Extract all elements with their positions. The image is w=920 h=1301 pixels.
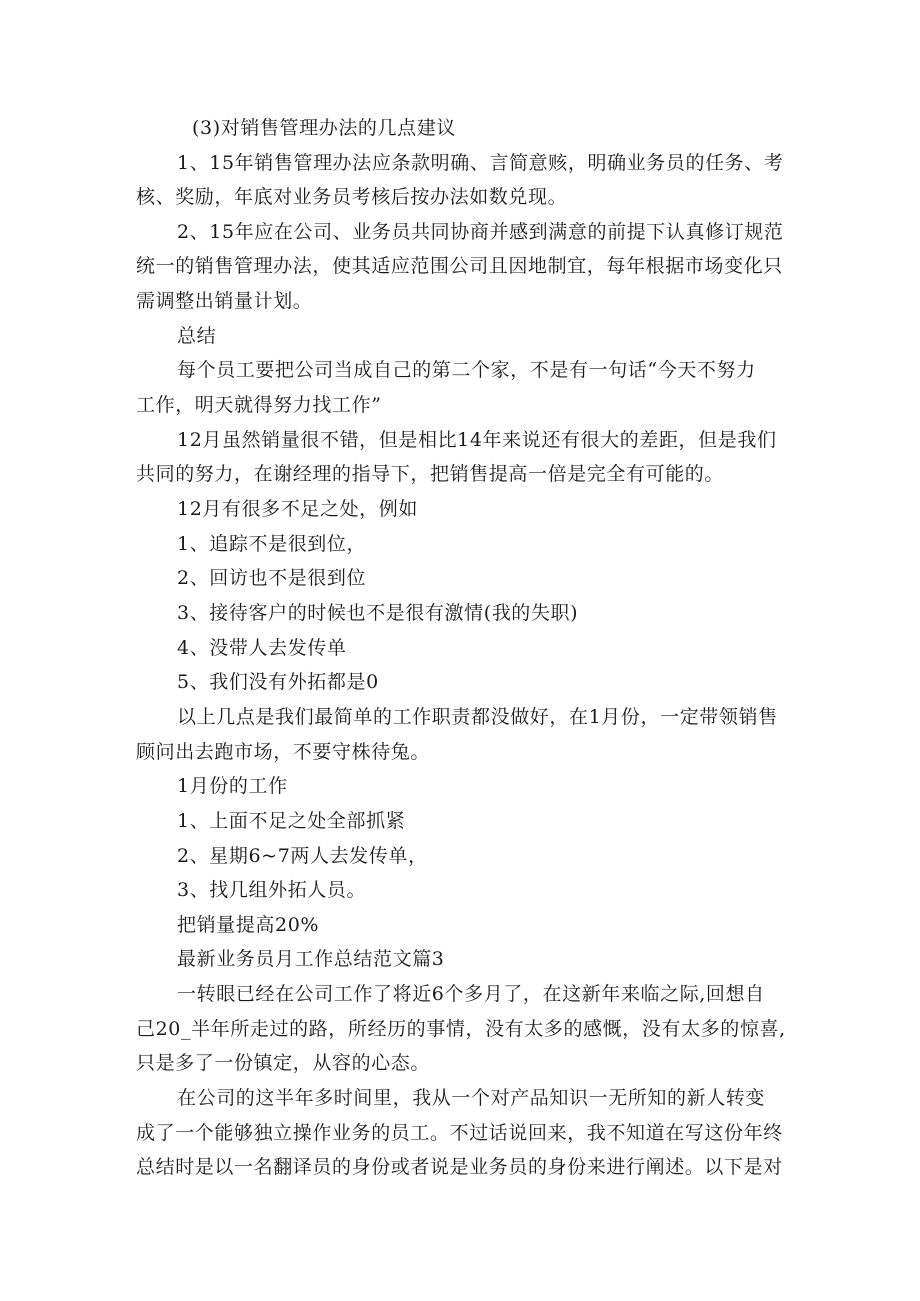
text-line: 只是多了一份镇定，从容的心态。: [136, 1052, 431, 1074]
text-line: 把销量提高20%: [177, 914, 320, 936]
list-item: 2、星期6~7两人去发传单，: [177, 845, 428, 867]
list-item: 5、我们没有外拓都是0: [177, 671, 379, 693]
text-line: 工作，明天就得努力找工作”: [136, 394, 382, 416]
list-item: 3、找几组外拓人员。: [177, 879, 367, 901]
text-line: 共同的努力，在谢经理的指导下，把销售提高一倍是完全有可能的。: [136, 463, 725, 485]
section-heading: 总结: [177, 325, 217, 347]
list-item: 1、上面不足之处全部抓紧: [177, 810, 406, 832]
list-item: 4、没带人去发传单: [177, 637, 347, 659]
text-line: 一转眼已经在公司工作了将近6个多月了，在这新年来临之际,回想自: [177, 983, 765, 1005]
text-line: 顾问出去跑市场，不要守株待兔。: [136, 741, 431, 763]
text-line: 12月有很多不足之处，例如: [177, 498, 418, 520]
text-line: 总结时是以一名翻译员的身份或者说是业务员的身份来进行阐述。以下是对: [136, 1156, 783, 1178]
list-item: 2、回访也不是很到位: [177, 567, 367, 589]
section-heading: 1月份的工作: [177, 775, 288, 797]
text-line: 以上几点是我们最简单的工作职责都没做好，在1月份，一定带领销售: [177, 706, 778, 728]
text-line: 成了一个能够独立操作业务的员工。不过话说回来，我不知道在写这份年终: [136, 1122, 783, 1144]
text-line: 己20_半年所走过的路，所经历的事情，没有太多的感慨，没有太多的惊喜,: [136, 1018, 786, 1040]
text-line: 在公司的这半年多时间里，我从一个对产品知识一无所知的新人转变: [177, 1087, 766, 1109]
text-line: 1、15年销售管理办法应条款明确、言简意赅，明确业务员的任务、考: [177, 152, 784, 174]
text-line: 统一的销售管理办法，使其适应范围公司且因地制宜，每年根据市场变化只: [136, 255, 783, 277]
text-line: 核、奖励，年底对业务员考核后按办法如数兑现。: [136, 186, 568, 208]
section-heading: 最新业务员月工作总结范文篇3: [177, 948, 445, 970]
list-item: 1、追踪不是很到位，: [177, 533, 367, 555]
text-line: 2、15年应在公司、业务员共同协商并感到满意的前提下认真修订规范: [177, 221, 784, 243]
text-line: 需调整出销量计划。: [136, 290, 313, 312]
list-item: 3、接待客户的时候也不是很有激情(我的失职): [177, 602, 579, 624]
text-line: (3)对销售管理办法的几点建议: [192, 117, 456, 139]
text-line: 12月虽然销量很不错，但是相比14年来说还有很大的差距，但是我们: [177, 429, 777, 451]
text-line: 每个员工要把公司当成自己的第二个家，不是有一句话“今天不努力: [177, 359, 756, 381]
